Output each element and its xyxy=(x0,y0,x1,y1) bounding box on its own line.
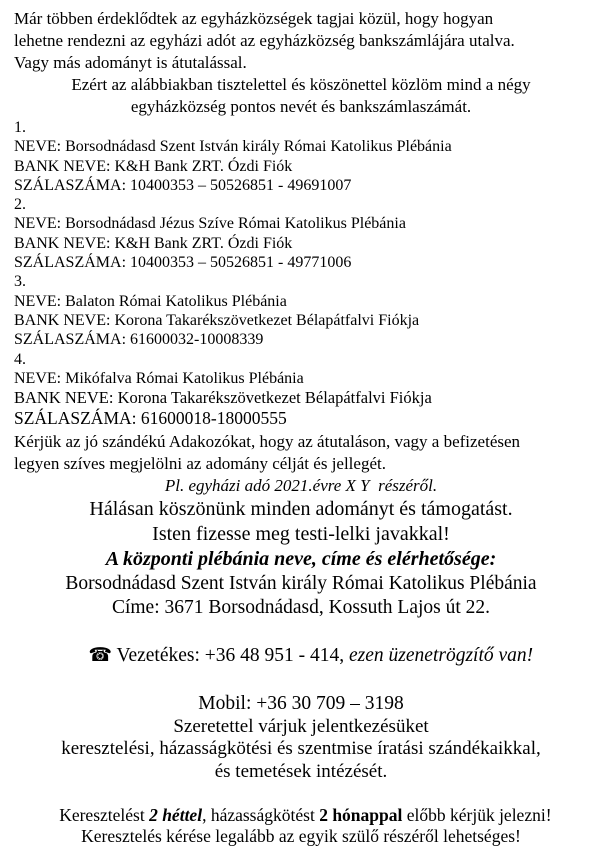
request-line: legyen szíves megjelölni az adomány célját és jellegét. xyxy=(14,453,386,473)
parish-entry-4 xyxy=(14,350,588,429)
answering-machine-note: ezen üzenetrögzítő van! xyxy=(349,644,534,666)
central-parish-section xyxy=(14,547,588,716)
parish-name: NEVE: Mikófalva Római Katolikus Plébánia xyxy=(14,369,304,387)
thanks-line: Hálásan köszönünk minden adományt és támogatást. xyxy=(89,497,513,520)
parish-entry-1 xyxy=(14,118,588,195)
central-parish-heading: A központi plébánia neve, címe és elérhetősége: xyxy=(105,547,497,570)
invitation-line: keresztelési, házasságkötési és szentmise íratási szándékaikkal, xyxy=(61,738,541,760)
parish-list xyxy=(14,118,588,429)
parish-account: SZÁLASZÁMA: 61600032-10008339 xyxy=(14,331,264,349)
request-line: Kérjük az jó szándékú Adakozókat, hogy az átutaláson, vagy a befizetésen xyxy=(14,431,521,451)
donation-example: Pl. egyházi adó 2021.évre X Y részéről. xyxy=(164,475,438,495)
two-months-emphasis: 2 hónappal xyxy=(319,805,403,826)
donation-request xyxy=(14,431,588,497)
parish-number: 3. xyxy=(14,273,26,291)
announcement-line: egyházközség pontos nevét és bankszámlaszámát. xyxy=(130,97,472,116)
parish-number: 4. xyxy=(14,350,26,368)
notice-text: , házasságkötést xyxy=(202,805,320,826)
landline-number: Vezetékes: +36 48 951 - 414, xyxy=(112,644,350,666)
notice-text: előbb kérjük jelezni! xyxy=(402,805,552,826)
parish-bank: BANK NEVE: K&H Bank ZRT. Ózdi Fiók xyxy=(14,234,293,252)
parish-bank: BANK NEVE: Korona Takarékszövetkezet Bélapátfalvi Fiókja xyxy=(14,388,432,408)
parish-account: SZÁLASZÁMA: 10400353 – 50526851 - 49771006 xyxy=(14,254,352,272)
parish-name: NEVE: Balaton Római Katolikus Plébánia xyxy=(14,292,287,310)
blessing-line: Isten fizesse meg testi-lelki javakkal! xyxy=(152,522,450,545)
parish-bank: BANK NEVE: K&H Bank ZRT. Ózdi Fiók xyxy=(14,157,293,175)
parish-entry-2 xyxy=(14,195,588,272)
mobile-number: Mobil: +36 30 709 – 3198 xyxy=(198,692,404,714)
deadline-notice xyxy=(14,784,588,826)
intro-paragraph xyxy=(14,8,588,74)
parish-bank: BANK NEVE: Korona Takarékszövetkezet Bélapátfalvi Fiókja xyxy=(14,311,420,329)
invitation-line: és temetések intézését. xyxy=(214,761,388,783)
central-parish-address: Címe: 3671 Borsodnádasd, Kossuth Lajos út 22. xyxy=(111,596,491,618)
parish-entry-3 xyxy=(14,272,588,349)
announcement xyxy=(14,74,588,118)
announcement-line: Ezért az alábbiakban tisztelettel és köszönettel közlöm mind a négy xyxy=(71,75,531,94)
parish-number: 1. xyxy=(14,119,26,136)
intro-line: Vagy más adományt is átutalással. xyxy=(14,53,247,72)
parish-account: SZÁLASZÁMA: 10400353 – 50526851 - 49691007 xyxy=(14,176,352,194)
notice-text: Keresztelést xyxy=(59,805,150,826)
intro-line: lehetne rendezni az egyházi adót az egyházközség bankszámlájára utalva. xyxy=(14,31,515,50)
parish-name: NEVE: Borsodnádasd Szent István király Római Katolikus Plébánia xyxy=(14,138,452,156)
landline-row xyxy=(14,620,588,692)
telephone-icon: ☎ xyxy=(88,644,112,666)
invitation-section xyxy=(14,716,588,784)
parish-account: SZÁLASZÁMA: 61600018-18000555 xyxy=(14,407,287,428)
parish-name: NEVE: Borsodnádasd Jézus Szíve Római Katolikus Plébánia xyxy=(14,215,406,233)
parish-number: 2. xyxy=(14,196,26,214)
intro-line: Már többen érdeklődtek az egyházközségek tagjai közül, hogy hogyan xyxy=(14,9,494,28)
baptism-note: Keresztelés kérése legalább az egyik szülő részéről lehetséges! xyxy=(81,826,521,847)
two-weeks-emphasis: 2 héttel xyxy=(149,805,203,826)
central-parish-name: Borsodnádasd Szent István király Római Katolikus Plébánia xyxy=(65,572,537,594)
invitation-line: Szeretettel várjuk jelentkezésüket xyxy=(173,715,429,737)
